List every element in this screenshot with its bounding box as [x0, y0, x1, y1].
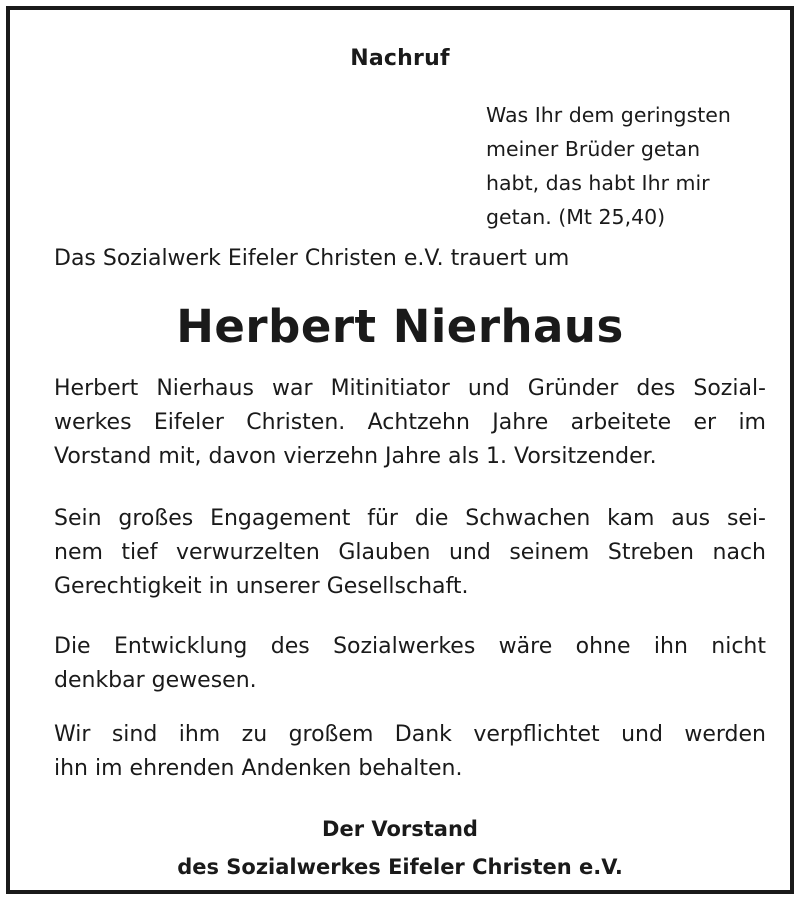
paragraph-line: Die Entwicklung des Sozialwerkes wäre ohne ihn nicht — [54, 634, 766, 659]
page-title: Nachruf — [350, 46, 450, 71]
paragraph-line: Sein großes Engagement für die Schwachen kam aus sei- — [54, 506, 766, 531]
paragraph-line: Herbert Nierhaus war Mitinitiator und Gründer des Sozial- — [54, 376, 766, 401]
intro-text: Das Sozialwerk Eifeler Christen e.V. trauert um — [54, 246, 570, 271]
paragraph-line: werkes Eifeler Christen. Achtzehn Jahre arbeitete er im — [54, 410, 766, 435]
paragraph-founder — [54, 372, 766, 474]
paragraph-development — [54, 630, 766, 698]
bible-quote — [486, 98, 776, 234]
paragraph-line: ihn im ehrenden Andenken behalten. — [54, 756, 463, 781]
signature-block — [10, 810, 790, 886]
quote-line: Was Ihr dem geringsten — [486, 103, 731, 127]
quote-line: getan. (Mt 25,40) — [486, 205, 666, 229]
signature-line: des Sozialwerkes Eifeler Christen e.V. — [177, 855, 623, 879]
obituary-frame — [6, 6, 794, 894]
paragraph-gratitude — [54, 718, 766, 786]
paragraph-line: Vorstand mit, davon vierzehn Jahre als 1. Vorsitzender. — [54, 444, 657, 469]
paragraph-line: Wir sind ihm zu großem Dank verpflichtet und werden — [54, 722, 766, 747]
deceased-name: Herbert Nierhaus — [176, 300, 624, 353]
paragraph-line: nem tief verwurzelten Glauben und seinem Streben nach — [54, 540, 766, 565]
quote-line: meiner Brüder getan — [486, 137, 701, 161]
paragraph-engagement — [54, 502, 766, 604]
paragraph-line: Gerechtigkeit in unserer Gesellschaft. — [54, 574, 469, 599]
quote-line: habt, das habt Ihr mir — [486, 171, 710, 195]
paragraph-line: denkbar gewesen. — [54, 668, 257, 693]
signature-line: Der Vorstand — [322, 817, 478, 841]
